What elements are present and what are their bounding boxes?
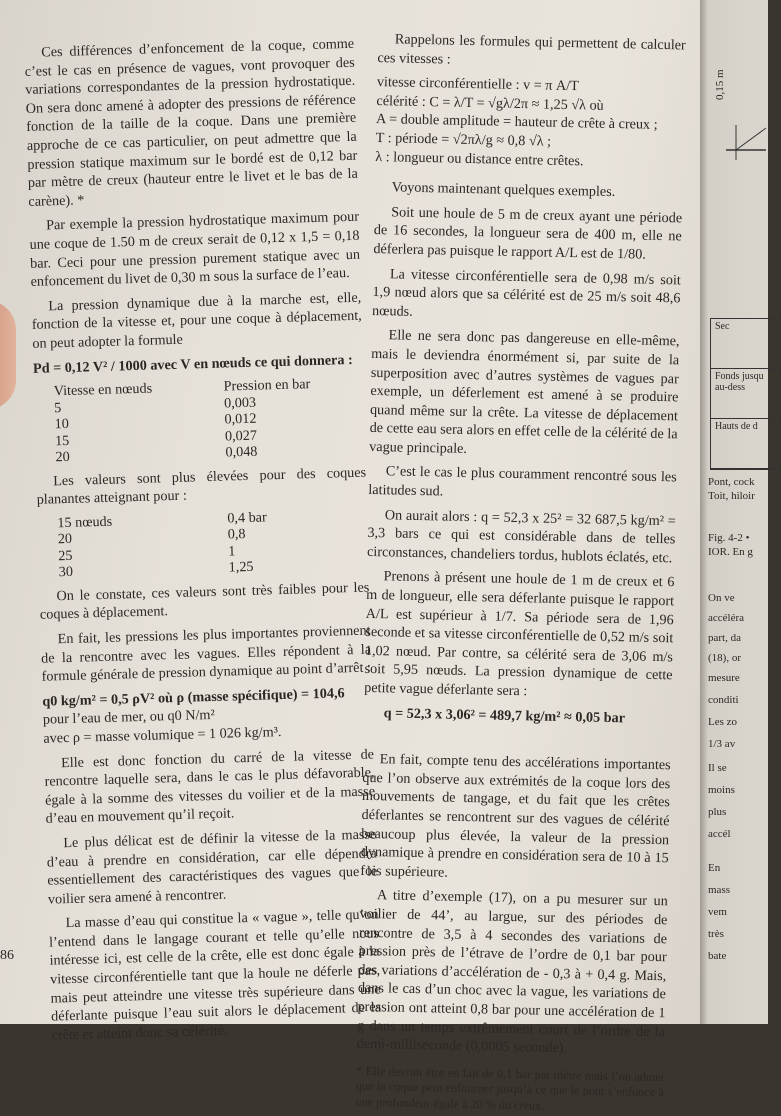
paragraph: Par exemple la pression hydrostatique maximum pour une coque de 1.50 m de creux serait de 0,12 x 1,5 = 0,18 bar. Ceci pour une pression purement statique avec un enfoncement du livet de 0,30 m sous la surface de l’eau. xyxy=(29,209,361,291)
formula-pd: Pd = 0,12 V² / 1000 avec V en nœuds ce qui donnera : xyxy=(32,351,353,377)
right-page-line: accél xyxy=(708,828,731,840)
figure-row: Hauts de d xyxy=(711,419,781,469)
paragraph: En fait, compte tenu des accélérations importantes que l’on observe aux extrémités de la coque lors des mouvements de tangage, et du fait que les crêtes déferlantes se rencontrent sur des vagues de célérité beaucoup plus élevée, la valeur de la pression dynamique à prendre en considération sera de 10 à 15 fois supérieure. xyxy=(360,751,671,881)
figure-drawing xyxy=(726,120,766,160)
paragraph: La pression dynamique due à la marche est, elle, fonction de la vitesse et, pour une coque à déplacement, on peut adopter la formule xyxy=(31,289,362,352)
right-page-line: (18), or xyxy=(708,652,741,664)
paragraph: En fait, les pressions les plus importantes proviennent de la rencontre avec les vagues. Elles répondent à la formule générale de pression dynamique au point d’arrêt : xyxy=(40,622,372,685)
dimension-label: 0,15 m xyxy=(714,69,726,100)
paragraph: Elle est donc fonction du carré de la vitesse de rencontre laquelle sera, dans le cas le plus défavorable, égale à la somme des vitesses du voilier et de la masse d’eau en mouvement qu’il reçoit. xyxy=(44,746,376,828)
paragraph: Le plus délicat est de définir la vitesse de la masse d’eau à prendre en considération, car elle dépendra essentiellement des caractéristiques des vagues que le voilier sera amené à rencontrer. xyxy=(46,826,378,908)
figure-row: Fonds jusqu au-dess xyxy=(711,369,781,419)
formula-line: pour l’eau de mer, ou q0 N/m² xyxy=(42,707,215,729)
table-cell: 25 xyxy=(58,547,73,565)
paragraph: Ces différences d’enfoncement de la coque, comme c’est le cas en présence de vagues, vont provoquer des variations correspondantes de la pression hydrostatique. On sera donc amené à adopter des pressions de référence fonction de la taille de la coque. Dans une première approche de ce cas particulier, on peut admettre que la pression statique maximum sur le bordé est de 0,12 bar par mètre de creux (hauteur entre le livet et le bas de la carène). * xyxy=(24,35,358,210)
table-cell: 5 xyxy=(53,399,62,416)
paragraph: Prenons à présent une houle de 1 m de creux et 6 m de longueur, elle sera déferlante puisque le rapport A/L est supérieur à 1/7. Sa période sera de 1,96 seconde et sa vitesse circonférentielle de 0,52 m/s soit 1,02 nœud. Par contre, sa célérité sera de 3,06 m/s soit 5,95 nœuds. La pression dynamique de cette petite vague déferlante sera : xyxy=(364,568,675,700)
right-page-line: mesure xyxy=(708,672,740,684)
formula-line: A = double amplitude = hauteur de crête à creux ; xyxy=(375,111,658,134)
table-cell: 0,048 xyxy=(225,443,258,461)
caption-text: Toit, hiloir xyxy=(708,490,755,502)
paragraph: A titre d’exemple (17), on a pu mesurer sur un voilier de 44’, au largue, sur des périodes de rencontre de 3,5 à 4 secondes des variations de pression près de l’étrave de l’ordre de 0,1 bar pour des variations d’accélération de - 0,3 à + 0,4 g. Mais, dans le cas d’un choc avec la vague, les variations de pression ont atteint 0,8 bar pour une accélération de 1 g dans un temps extrêmement court de l’ordre de la demi-milliseconde (0,0005 seconde). xyxy=(356,887,668,1057)
table-cell: 20 xyxy=(55,448,70,466)
table-cell: 1 xyxy=(228,543,236,560)
page-number: 86 xyxy=(0,948,14,963)
figure-caption: Fig. 4-2 • xyxy=(708,532,750,544)
footnote: * Elle devrait être en fait de 0,1 bar par mètre mais l’on admet que la coque peut enfourner jusqu’à ce que le pont s’enfonce à une profondeur égale à 20 % du creux. xyxy=(355,1063,665,1113)
dynamic-pressure-formula xyxy=(42,683,373,748)
right-page-line: moins xyxy=(708,784,735,796)
paragraph: On le constate, ces valeurs sont très faibles pour les coques à déplacement. xyxy=(39,579,370,624)
right-page-line: part, da xyxy=(708,632,741,644)
right-page-line: bate xyxy=(708,950,727,962)
thumb xyxy=(0,300,16,410)
paragraph: Soit une houle de 5 m de creux ayant une période de 16 secondes, la longueur sera de 400 m, elle ne déferlera pas puisque le rapport A/L est de 1/80. xyxy=(373,204,683,263)
paragraph: On aurait alors : q = 52,3 x 25² = 32 687,5 kg/m² = 3,3 bars ce qui est considérable dans de telles circonstances, chandeliers tordus, hublots éclatés, etc. xyxy=(366,506,676,567)
formula-small-wave: q = 52,3 x 3,06² = 489,7 kg/m² ≈ 0,05 bar xyxy=(383,704,626,726)
right-page-line: vem xyxy=(708,906,727,918)
figure-table xyxy=(710,318,781,470)
right-page-line: 1/3 av xyxy=(708,738,736,750)
right-page-line: mass xyxy=(708,884,730,896)
right-page-line: En xyxy=(708,862,721,874)
table-cell: 0,8 xyxy=(227,526,246,543)
planing-hull-table xyxy=(57,506,369,581)
paragraph: Elle ne sera donc pas dangereuse en elle-même, mais le deviendra énormément si, par suite de la superposition avec d’autres systèmes de vagues par exemple, un déferlement est amené à se produire quand même sur la crête. La vitesse de déplacement de cette eau sera alors en effet celle de la célérité de la vague principale. xyxy=(369,327,680,457)
table-cell: 0,027 xyxy=(224,427,258,445)
right-page-line: Il se xyxy=(708,762,727,774)
formula-line: T : période = √2πλ/g ≈ 0,8 √λ ; xyxy=(375,129,552,150)
right-page-line: conditi xyxy=(708,694,739,706)
paragraph: La masse d’eau qui constitue la « vague », telle qu’on l’entend dans le langage courant et telle qu’elle nous intéresse ici, est celle de la crête, elle est donc égale à la vitesse circonférentielle tant que la houle ne déferle pas, mais peut atteindre une vitesse très supérieure dans une déferlante puisque l’eau suit alors le déplacement de la crête et atteint donc sa célérité. xyxy=(48,906,382,1044)
formula-line: avec ρ = masse volumique = 1 026 kg/m³. xyxy=(43,724,282,747)
table-cell: 30 xyxy=(58,564,74,581)
table-header: Vitesse en nœuds xyxy=(53,380,153,400)
table-cell: 20 xyxy=(57,531,73,548)
book-page-right-edge xyxy=(700,0,768,1024)
table-cell: 0,4 bar xyxy=(227,509,267,527)
table-cell: 10 xyxy=(54,415,70,433)
table-cell: 1,25 xyxy=(228,559,254,576)
right-page-line: plus xyxy=(708,806,727,818)
figure-caption: IOR. En g xyxy=(708,546,753,558)
caption-text: Pont, cock xyxy=(708,476,755,488)
figure-row: Sec xyxy=(711,319,781,369)
formula-line: célérité : C = λ/T = √gλ/2π ≈ 1,25 √λ où xyxy=(376,92,604,114)
paragraph: Rappelons les formules qui permettent de calculer ces vitesses : xyxy=(377,31,686,68)
table-cell: 0,012 xyxy=(224,410,257,428)
paragraph: Les valeurs sont plus élevées pour des coques planantes atteignant pour : xyxy=(36,464,367,509)
speed-pressure-table xyxy=(53,375,365,466)
right-page-line: accéléra xyxy=(708,612,745,624)
table-cell: 0,003 xyxy=(223,394,257,412)
text-column-left xyxy=(24,35,382,1051)
text-column-right xyxy=(355,30,686,1116)
formula-line: λ : longueur ou distance entre crêtes. xyxy=(375,148,584,169)
right-page-line: très xyxy=(708,928,724,940)
right-page-line: On ve xyxy=(708,592,735,604)
formula-line: q0 kg/m² = 0,5 ρV² où ρ (masse spécifique) = 104,6 xyxy=(42,685,345,710)
right-page-line: Les zo xyxy=(708,716,738,728)
wave-formulas xyxy=(375,73,685,172)
table-header: Pression en bar xyxy=(223,376,311,395)
formula-line: vitesse circonférentielle : v = π A/T xyxy=(376,74,579,95)
table-cell: 15 nœuds xyxy=(57,513,113,532)
table-cell: 15 xyxy=(54,432,70,449)
paragraph: Voyons maintenant quelques exemples. xyxy=(391,179,616,201)
paragraph: La vitesse circonférentielle sera de 0,98 m/s soit 1,9 nœud alors que sa célérité est de 25 m/s soit 48,6 nœuds. xyxy=(371,265,681,320)
paragraph: C’est le cas le plus couramment rencontré sous les latitudes sud. xyxy=(368,463,677,500)
